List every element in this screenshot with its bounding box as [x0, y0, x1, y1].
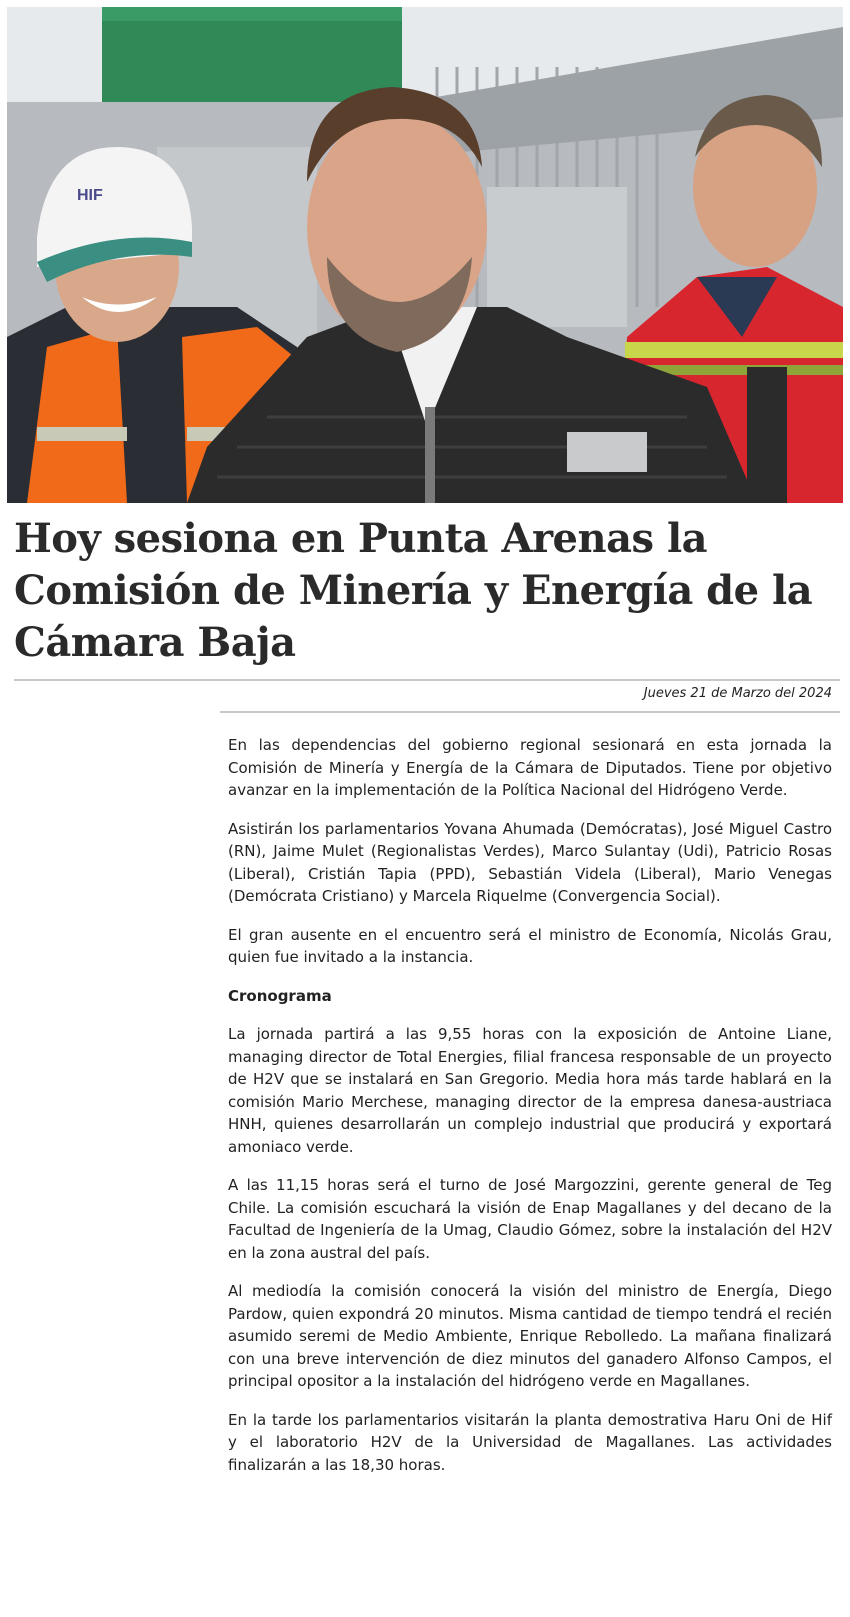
date-divider: [220, 711, 840, 713]
paragraph: En la tarde los parlamentarios visitarán la planta demostrativa Haru Oni de Hif y el laboratorio H2V de la Universidad de Magallanes. Las actividades finalizarán a las 18,30 horas.: [228, 1410, 832, 1474]
article-photo: [7, 7, 843, 503]
article-title: Hoy sesiona en Punta Arenas la Comisión de Minería y Energía de la Cámara Baja: [14, 515, 813, 666]
paragraph: Al mediodía la comisión conocerá la visión del ministro de Energía, Diego Pardow, quien expondrá 20 minutos. Misma cantidad de tiempo tendrá el recién asumido seremi de Medio Ambiente, Enrique Rebolledo. La mañana finalizará con una breve intervención de diez minutos del ganadero Alfonso Campos, el principal opositor a la instalación del hidrógeno verde en Magallanes.: [228, 1282, 832, 1390]
article-body: [228, 734, 832, 1492]
paragraph: El gran ausente en el encuentro será el ministro de Economía, Nicolás Grau, quien fue invitado a la instancia.: [228, 925, 832, 966]
section-subheading: Cronograma: [228, 986, 332, 1005]
paragraph: La jornada partirá a las 9,55 horas con la exposición de Antoine Liane, managing director de Total Energies, filial francesa responsable de un proyecto de H2V que se instalará en San Gregorio. Media hora más tarde hablará en la comisión Mario Merchese, managing director de la empresa danesa-austriaca HNH, quienes desarrollarán un complejo industrial que producirá y exportará amoniaco verde.: [228, 1025, 832, 1156]
paragraph: A las 11,15 horas será el turno de José Margozzini, gerente general de Teg Chile. La comisión escuchará la visión de Enap Magallanes y del decano de la Facultad de Ingeniería de la Umag, Claudio Gómez, sobre la instalación del H2V en la zona austral del país.: [228, 1176, 832, 1262]
article-date: Jueves 21 de Marzo del 2024: [643, 686, 832, 701]
paragraph: Asistirán los parlamentarios Yovana Ahumada (Demócratas), José Miguel Castro (RN), Jaime Mulet (Regionalistas Verdes), Marco Sulantay (Udi), Patricio Rosas (Liberal), Cristián Tapia (PPD), Sebastián Videla (Liberal), Mario Venegas (Demócrata Cristiano) y Marcela Riquelme (Convergencia Social).: [228, 819, 832, 905]
title-divider: [14, 679, 840, 681]
paragraph: En las dependencias del gobierno regional sesionará en esta jornada la Comisión de Minería y Energía de la Cámara de Diputados. Tiene por objetivo avanzar en la implementación de la Política Nacional del Hidrógeno Verde.: [228, 736, 832, 799]
helmet-logo-text: HIF: [77, 187, 103, 204]
